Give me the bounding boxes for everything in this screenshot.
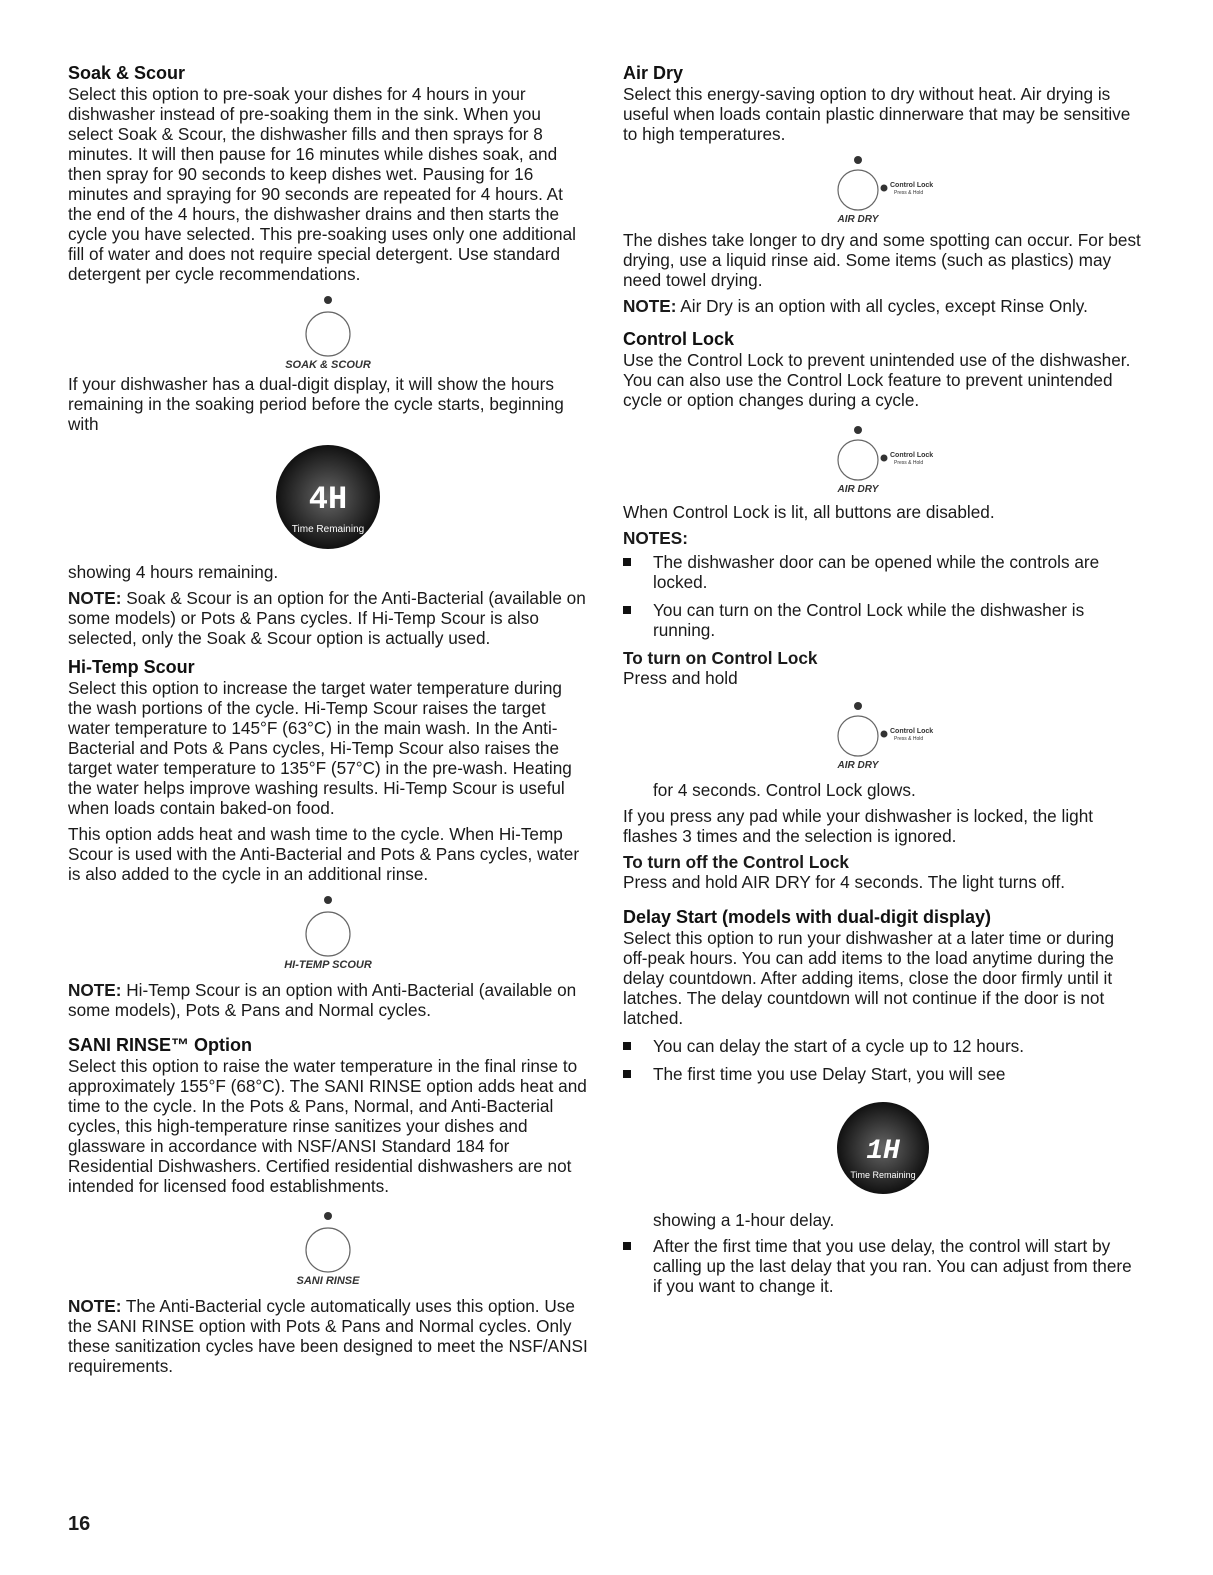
svg-text:Press & Hold: Press & Hold bbox=[894, 736, 924, 742]
sani-rinse-heading: SANI RINSE™ Option bbox=[68, 1035, 252, 1055]
soak-scour-description: Select this option to pre-soak your dishes for 4 hours in your dishwasher instead of pre-soaking them in the sink. When you select Soak & Scour, the dishwasher fills and then sprays for 8 minutes. It will then pause for 16 minutes while dishes soak, and then spray for 90 seconds to keep dishes wet. Pausing for 16 minutes and spraying for 90 seconds are repeated for 4 hours. At the end of the 4 hours, the dishwasher drains and then starts the cycle you have selected. This pre-soaking uses only one additional fill of water and does not require special detergent. Use standard detergent per cycle recommendations. bbox=[68, 84, 576, 284]
svg-text:SANI RINSE: SANI RINSE bbox=[296, 1275, 360, 1287]
svg-text:Press & Hold: Press & Hold bbox=[894, 460, 924, 466]
svg-text:AIR DRY: AIR DRY bbox=[837, 214, 879, 225]
svg-text:AIR DRY: AIR DRY bbox=[837, 484, 879, 495]
air-dry-note: NOTE: Air Dry is an option with all cycles, except Rinse Only. bbox=[623, 296, 1088, 316]
time-remaining-display-1h bbox=[833, 1098, 933, 1198]
page-number: 16 bbox=[68, 1513, 91, 1535]
svg-text:Control Lock: Control Lock bbox=[890, 182, 934, 189]
svg-text:SOAK & SCOUR: SOAK & SCOUR bbox=[285, 359, 371, 371]
svg-text:Press & Hold: Press & Hold bbox=[894, 190, 924, 196]
control-lock-glows-text: for 4 seconds. Control Lock glows. bbox=[653, 780, 916, 800]
control-lock-locked-text: If you press any pad while your dishwasher is locked, the light flashes 3 times and the selection is ignored. bbox=[623, 806, 1094, 846]
control-lock-notes-label: NOTES: bbox=[623, 528, 688, 548]
list-item: You can turn on the Control Lock while the dishwasher is running. bbox=[623, 600, 1143, 640]
hi-temp-scour-button-icon bbox=[268, 890, 388, 974]
left-column bbox=[68, 62, 588, 1382]
air-dry-spotting-text: The dishes take longer to dry and some spotting can occur. For best drying, use a liquid rinse aid. Some items (such as plastics) may need towel drying. bbox=[623, 230, 1141, 290]
turn-off-control-lock-text: Press and hold AIR DRY for 4 seconds. The light turns off. bbox=[623, 872, 1066, 892]
svg-text:1H: 1H bbox=[866, 1136, 900, 1167]
sani-rinse-button-icon bbox=[268, 1206, 388, 1290]
control-lock-heading: Control Lock bbox=[623, 329, 734, 349]
hi-temp-scour-note: NOTE: Hi-Temp Scour is an option with Anti-Bacterial (available on some models), Pots & Pans and Normal cycles. bbox=[68, 980, 577, 1020]
list-item: The first time you use Delay Start, you will see bbox=[623, 1064, 1143, 1084]
svg-text:Time Remaining: Time Remaining bbox=[850, 1170, 916, 1180]
turn-off-control-lock-heading: To turn off the Control Lock bbox=[623, 852, 849, 872]
list-item: The dishwasher door can be opened while the controls are locked. bbox=[623, 552, 1143, 592]
control-lock-lit-text: When Control Lock is lit, all buttons are disabled. bbox=[623, 502, 995, 522]
control-lock-press-hold-icon bbox=[808, 696, 958, 772]
delay-start-list bbox=[623, 1036, 1143, 1084]
turn-on-control-lock-heading: To turn on Control Lock bbox=[623, 648, 818, 668]
soak-scour-heading: Soak & Scour bbox=[68, 63, 186, 83]
list-item: After the first time that you use delay, the control will start by calling up the last delay that you ran. You can adjust from there if you want to change it. bbox=[623, 1236, 1143, 1296]
svg-text:AIR DRY: AIR DRY bbox=[837, 760, 879, 771]
turn-on-control-lock-text: Press and hold bbox=[623, 668, 738, 688]
hi-temp-scour-description: Select this option to increase the target water temperature during the wash portions of the cycle. Hi-Temp Scour raises the target water temperature to 145°F (63°C) in the main wash. In the Anti-Bacterial and Pots & Pans cycles, Hi-Temp Scour also raises the target water temperature to 135°F (57°C) in the pre-wash. Heating the water helps improve washing results. Hi-Temp Scour is useful when loads contain baked-on food. bbox=[68, 678, 572, 818]
delay-start-description: Select this option to run your dishwasher at a later time or during off-peak hours. You can add items to the load anytime during the delay countdown. After adding items, close the door firmly until it latches. The delay countdown will not continue if the door is not latched. bbox=[623, 928, 1115, 1028]
air-dry-heading: Air Dry bbox=[623, 63, 684, 83]
svg-text:HI-TEMP SCOUR: HI-TEMP SCOUR bbox=[284, 959, 372, 971]
time-remaining-display-4h bbox=[273, 442, 383, 552]
sani-rinse-description: Select this option to raise the water temperature in the final rinse to approximately 155°F (68°C). The SANI RINSE option adds heat and time to the cycle. In the Pots & Pans, Normal, and Anti-Bacterial cycles, this high-temperature rinse sanitizes your dishes and glassware in accordance with NSF/ANSI Standard 184 for Residential Dishwashers. Certified residential dishwashers are not intended for licensed food establishments. bbox=[68, 1056, 587, 1196]
svg-text:4H: 4H bbox=[308, 481, 348, 518]
list-item: You can delay the start of a cycle up to 12 hours. bbox=[623, 1036, 1143, 1056]
svg-text:Control Lock: Control Lock bbox=[890, 728, 934, 735]
delay-start-heading: Delay Start (models with dual-digit display) bbox=[623, 907, 992, 927]
soak-scour-button-icon bbox=[268, 290, 388, 374]
control-lock-description: Use the Control Lock to prevent unintended use of the dishwasher. You can also use the Control Lock feature to prevent unintended cycle or option changes during a cycle. bbox=[623, 350, 1131, 410]
svg-text:Time Remaining: Time Remaining bbox=[291, 524, 365, 535]
soak-scour-display-text: If your dishwasher has a dual-digit display, it will show the hours remaining in the soaking period before the cycle starts, beginning with bbox=[68, 374, 564, 434]
delay-start-list-2 bbox=[623, 1236, 1143, 1296]
air-dry-description: Select this energy-saving option to dry without heat. Air drying is useful when loads contain plastic dinnerware that may be sensitive to high temperatures. bbox=[623, 84, 1131, 144]
delay-start-1h-text: showing a 1-hour delay. bbox=[653, 1210, 835, 1230]
soak-scour-note: NOTE: Soak & Scour is an option for the Anti-Bacterial (available on some models) or Pots & Pans cycles. If Hi-Temp Scour is also selected, only the Soak & Scour option is actually used. bbox=[68, 588, 586, 648]
svg-text:Control Lock: Control Lock bbox=[890, 452, 934, 459]
right-column bbox=[623, 62, 1143, 1304]
hi-temp-scour-heading: Hi-Temp Scour bbox=[68, 657, 195, 677]
hi-temp-scour-description-2: This option adds heat and wash time to the cycle. When Hi-Temp Scour is used with the Anti-Bacterial and Pots & Pans cycles, water is also added to the cycle in an additional rinse. bbox=[68, 824, 580, 884]
control-lock-icon bbox=[808, 420, 958, 496]
air-dry-control-lock-icon bbox=[808, 150, 958, 226]
sani-rinse-note: NOTE: The Anti-Bacterial cycle automatically uses this option. Use the SANI RINSE option with Pots & Pans and Normal cycles. Only these sanitization cycles have been designed to meet the NSF/ANSI requirements. bbox=[68, 1296, 588, 1376]
soak-scour-hours-text: showing 4 hours remaining. bbox=[68, 562, 279, 582]
control-lock-notes-list bbox=[623, 552, 1143, 640]
